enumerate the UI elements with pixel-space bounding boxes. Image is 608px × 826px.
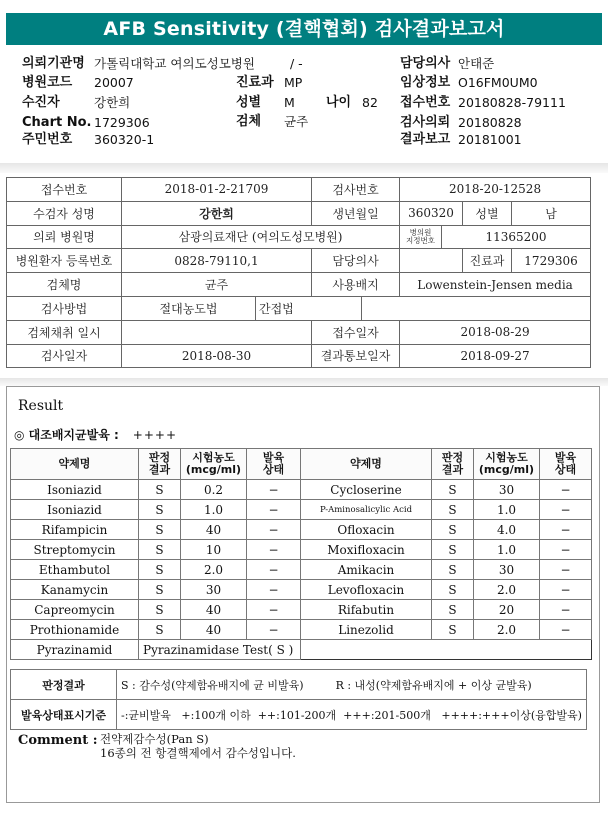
growth-status: − [247,500,301,520]
table-row [11,580,592,600]
growth-status: − [540,560,592,580]
cell-label: 성별 [463,201,512,225]
judge-legend-s: S : 감수성(약제함유배지에 균 비발육) [121,678,304,692]
growth-status: − [247,600,301,620]
table-row [11,620,592,640]
cell-value: 절대농도법 [122,296,256,320]
specimen-value: 균주 [284,114,309,129]
test-concentration: 10 [181,540,247,560]
cell-label: 검사번호 [312,178,400,202]
age-label: 나이 [326,95,352,110]
info-row [7,296,591,320]
info-row [7,201,591,225]
drug-name: Rifampicin [11,520,139,540]
clinical-label: 임상정보 [400,75,451,90]
test-concentration: 2.0 [474,580,540,600]
specimen-info-table [6,177,591,368]
growth-status: − [247,580,301,600]
col-conc: 시험농도 (mcg/ml) [474,449,540,480]
test-concentration: 4.0 [474,520,540,540]
pyrazinamidase-result: Pyrazinamidase Test( S ) [139,640,301,660]
doctor-value: 안태준 [458,56,495,71]
info-row [7,225,591,249]
judge-result: S [139,480,181,500]
growth-legend-label: 발육상태표시기준 [11,700,117,730]
specimen-label: 검체 [236,114,262,129]
cell-label: 담당의사 [312,249,400,273]
judge-legend-label: 판정결과 [11,670,117,700]
drug-name: Streptomycin [11,540,139,560]
sex-label: 성별 [236,95,262,110]
age-value: 82 [362,95,378,110]
drug-name: Cycloserine [301,480,432,500]
cell-label: 사용배지 [312,273,400,297]
growth-status: − [540,540,592,560]
cell-value [400,249,463,273]
ward-separator: / - [290,56,303,71]
request-date-label: 검사의뢰 [400,115,451,130]
test-concentration: 2.0 [474,620,540,640]
judge-result: S [432,600,474,620]
test-concentration: 0.2 [181,480,247,500]
drug-name: Isoniazid [11,480,139,500]
institution-label: 의뢰기관명 [22,56,85,71]
test-concentration: 40 [181,520,247,540]
control-growth [14,426,177,443]
test-concentration: 1.0 [474,540,540,560]
drug-name: Amikacin [301,560,432,580]
cell-value: Lowenstein-Jensen media [400,273,591,297]
section-divider [0,378,608,386]
judge-legend-text [117,670,587,700]
table-row [11,540,592,560]
drug-name: Kanamycin [11,580,139,600]
growth-status: − [247,480,301,500]
cell-value: 2018-01-2-21709 [122,178,312,202]
judge-result: S [432,480,474,500]
drug-name: Prothionamide [11,620,139,640]
result-title: Result [18,398,64,414]
legend-table [10,669,587,730]
chart-no-value: 1729306 [94,115,150,130]
growth-status: − [247,520,301,540]
comment-line: 전약제감수성(Pan S) [100,732,209,746]
judge-result: S [139,560,181,580]
judge-result: S [432,500,474,520]
table-row [11,520,592,540]
cell-value: 0828-79110,1 [122,249,312,273]
cell-value: 강한희 [122,201,312,225]
drug-name: Linezolid [301,620,432,640]
drug-name: P-Aminosalicylic Acid [301,500,432,520]
growth-status: − [540,580,592,600]
judge-result: S [432,560,474,580]
table-row [11,640,592,660]
info-row [7,320,591,344]
clinical-value: O16FM0UM0 [458,75,538,90]
cell-value: 11365200 [442,225,591,249]
dept-value: MP [284,75,303,90]
dept-label: 진료과 [236,75,274,90]
judge-result: S [139,500,181,520]
test-concentration: 30 [474,560,540,580]
col-conc: 시험농도 (mcg/ml) [181,449,247,480]
col-growth: 발육 상태 [540,449,592,480]
report-date-value: 20181001 [458,132,522,147]
table-row [11,560,592,580]
judge-result: S [432,620,474,640]
cell-label: 생년월일 [312,201,400,225]
cell-value: 균주 [122,273,312,297]
judge-result: S [432,540,474,560]
test-concentration: 40 [181,620,247,640]
test-concentration: 1.0 [474,500,540,520]
comment-text [100,732,296,760]
col-judge: 판정 결과 [432,449,474,480]
control-growth-value: ++++ [132,428,177,442]
drug-name: Levofloxacin [301,580,432,600]
cell-value: 2018-20-12528 [400,178,591,202]
test-concentration: 30 [474,480,540,500]
cell-value: 삼광의료재단 (여의도성모병원) [122,225,400,249]
patient-label: 수진자 [22,95,60,110]
cell-empty [362,296,591,320]
request-date-value: 20180828 [458,115,522,130]
table-header-row [11,449,592,480]
chart-no-label: Chart No. [22,115,92,130]
judge-result: S [139,540,181,560]
accession-value: 20180828-79111 [458,95,566,110]
growth-status: − [540,600,592,620]
growth-status: − [540,620,592,640]
drug-name: Ofloxacin [301,520,432,540]
judge-legend-r: R : 내성(약제함유배지에 + 이상 균발육) [335,678,532,692]
cell-value: 360320 [400,201,463,225]
growth-status: − [247,620,301,640]
info-row [7,178,591,202]
cell-label: 검사일자 [7,344,122,368]
control-growth-label: ◎ 대조배지균발육 : [14,428,119,442]
growth-status: − [540,520,592,540]
cell-label: 수검자 성명 [7,201,122,225]
col-drug: 약제명 [301,449,432,480]
comment-label: Comment : [18,733,98,748]
cell-value: 2018-09-27 [400,344,591,368]
test-concentration: 1.0 [181,500,247,520]
col-growth: 발육 상태 [247,449,301,480]
cell-label: 접수일자 [312,320,400,344]
sex-value: M [284,95,295,110]
cell-label: 병원환자 등록번호 [7,249,122,273]
table-row [11,480,592,500]
resident-no-label: 주민번호 [22,132,73,147]
patient-value: 강한희 [94,95,131,110]
growth-status: − [247,540,301,560]
table-row [11,500,592,520]
growth-legend-text: -:균비발육 +:100개 이하 ++:101-200개 +++:201-500개 ++++:+++이상(융합발육) [117,700,587,730]
comment-line: 16종의 전 항결핵제에서 감수성입니다. [100,746,296,760]
test-concentration: 20 [474,600,540,620]
test-concentration: 2.0 [181,560,247,580]
drug-name: Pyrazinamid [11,640,139,660]
judge-result: S [432,520,474,540]
cell-label: 검체채취 일시 [7,320,122,344]
growth-status: − [540,500,592,520]
report-date-label: 결과보고 [400,132,451,147]
cell-value: 2018-08-29 [400,320,591,344]
hospital-code-value: 20007 [94,75,134,90]
info-row [7,344,591,368]
cell-label: 검사방법 [7,296,122,320]
judge-result: S [139,620,181,640]
doctor-label: 담당의사 [400,56,451,71]
drug-name: Moxifloxacin [301,540,432,560]
growth-status: − [540,480,592,500]
judge-result: S [139,580,181,600]
table-row [11,600,592,620]
cell-value: 남 [512,201,591,225]
drug-name: Capreomycin [11,600,139,620]
cell-label: 의뢰 병원명 [7,225,122,249]
hospital-code-label: 병원코드 [22,75,73,90]
institution-value: 가톨릭대학교 여의도성모병원 [94,56,255,71]
legend-row [11,700,587,730]
resident-no-value: 360320-1 [94,132,155,147]
growth-status: − [247,560,301,580]
judge-result: S [139,600,181,620]
cell-value: 1729306 [512,249,591,273]
judge-result: S [432,580,474,600]
col-drug: 약제명 [11,449,139,480]
cell-label: 결과통보일자 [312,344,400,368]
cell-label: 검체명 [7,273,122,297]
judge-result: S [139,520,181,540]
drug-name: Ethambutol [11,560,139,580]
cell-label: 병의원 지정번호 [400,225,442,249]
info-row [7,249,591,273]
cell-value: 간접법 [256,296,362,320]
cell-value: 2018-08-30 [122,344,312,368]
report-title: AFB Sensitivity (결핵협회) 검사결과보고서 [6,13,602,45]
drug-name: Isoniazid [11,500,139,520]
legend-row [11,670,587,700]
info-row [7,273,591,297]
cell-value [122,320,312,344]
test-concentration: 30 [181,580,247,600]
drug-susceptibility-table [10,448,592,660]
section-divider [0,163,608,173]
accession-label: 접수번호 [400,95,451,110]
cell-label: 진료과 [463,249,512,273]
drug-name: Rifabutin [301,600,432,620]
col-judge: 판정 결과 [139,449,181,480]
cell-label: 접수번호 [7,178,122,202]
test-concentration: 40 [181,600,247,620]
